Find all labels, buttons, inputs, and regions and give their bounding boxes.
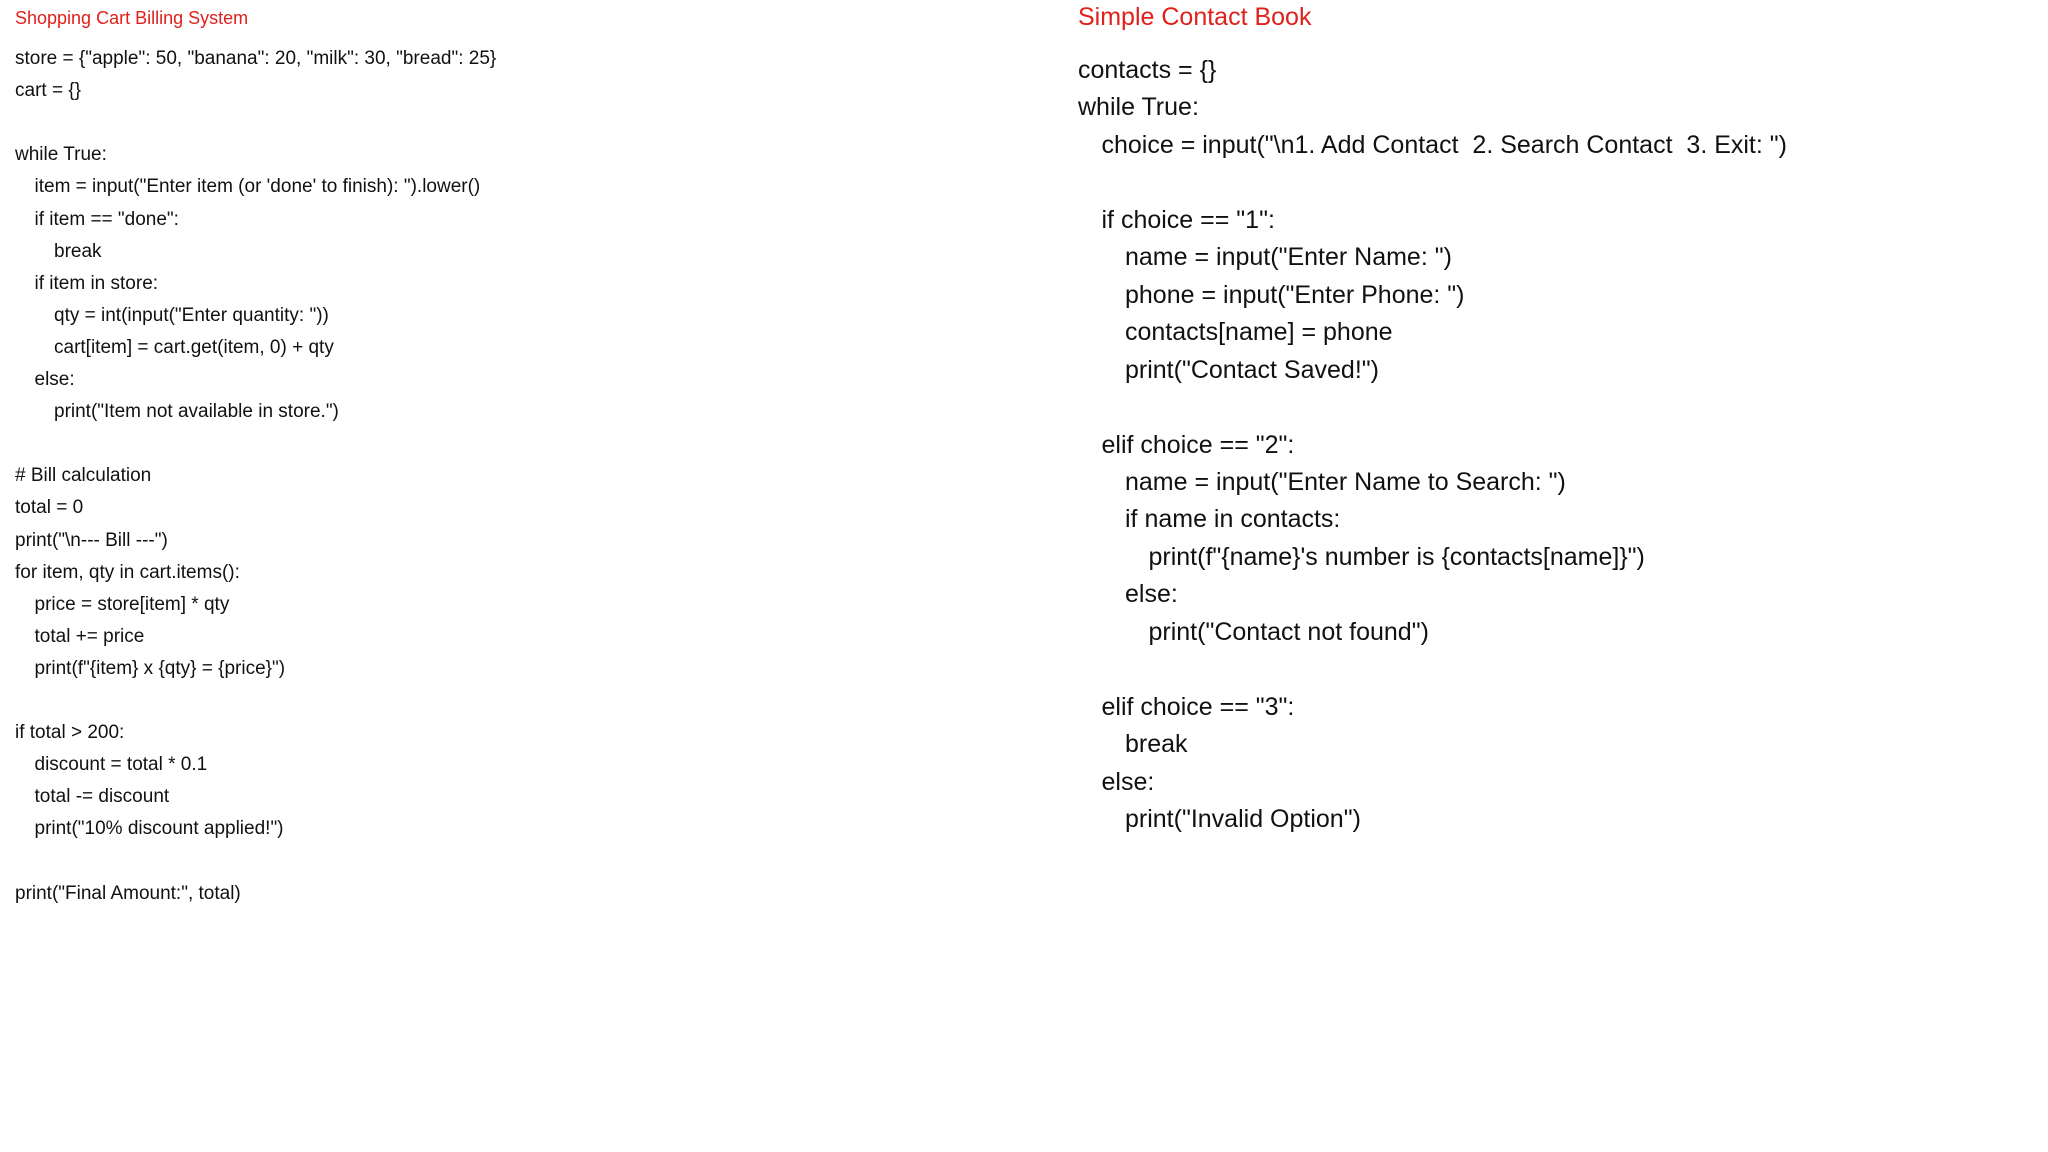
code-line: elif choice == "3": xyxy=(1101,692,1295,721)
code-line: total -= discount xyxy=(34,786,170,808)
code-line: elif choice == "2": xyxy=(1101,430,1295,459)
code-line: price = store[item] * qty xyxy=(34,593,230,615)
code-line: if choice == "1": xyxy=(1101,205,1275,234)
code-line: if name in contacts: xyxy=(1125,505,1341,534)
code-line: phone = input("Enter Phone: ") xyxy=(1125,280,1465,309)
code-line: print("Item not available in store.") xyxy=(54,401,339,423)
code-line: while True: xyxy=(1078,93,1199,122)
code-line: contacts[name] = phone xyxy=(1125,318,1393,347)
code-line: print(f"{item} x {qty} = {price}") xyxy=(34,657,286,679)
code-line: print("Contact Saved!") xyxy=(1125,355,1379,384)
code-line: else: xyxy=(1125,580,1178,609)
panel-title-contact-book: Simple Contact Book xyxy=(1078,3,1312,31)
code-line: else: xyxy=(34,369,75,390)
code-line: # Bill calculation xyxy=(15,465,152,487)
code-line: if item == "done": xyxy=(34,208,179,230)
code-line: print("Final Amount:", total) xyxy=(15,882,241,904)
code-line: contacts = {} xyxy=(1078,56,1217,84)
code-line: choice = input("\n1. Add Contact 2. Search Contact 3. Exit: ") xyxy=(1101,130,1787,159)
code-line: if item in store: xyxy=(34,272,159,294)
code-line: name = input("Enter Name: ") xyxy=(1125,243,1452,272)
code-line: cart = {} xyxy=(15,80,82,102)
code-line: total += price xyxy=(34,625,145,647)
code-line: total = 0 xyxy=(15,497,84,519)
code-line: else: xyxy=(1101,767,1155,796)
code-line: print("Contact not found") xyxy=(1148,617,1429,646)
code-line: print(f"{name}'s number is {contacts[name]}") xyxy=(1148,542,1645,571)
code-line: break xyxy=(1125,730,1188,759)
code-line: cart[item] = cart.get(item, 0) + qty xyxy=(54,336,334,358)
code-line: print("10% discount applied!") xyxy=(34,818,284,840)
code-line: print("Invalid Option") xyxy=(1125,805,1361,833)
code-line: qty = int(input("Enter quantity: ")) xyxy=(54,304,329,326)
code-line: name = input("Enter Name to Search: ") xyxy=(1125,467,1566,496)
code-line: print("\n--- Bill ---") xyxy=(15,529,168,551)
code-line: item = input("Enter item (or 'done' to finish): ").lower() xyxy=(34,176,481,198)
code-line: store = {"apple": 50, "banana": 20, "milk": 30, "bread": 25} xyxy=(15,48,497,69)
panel-title-shopping-cart: Shopping Cart Billing System xyxy=(15,8,249,28)
code-line: while True: xyxy=(15,144,107,166)
code-line: break xyxy=(54,240,102,262)
code-line: for item, qty in cart.items(): xyxy=(15,561,240,583)
code-line: if total > 200: xyxy=(15,722,125,744)
code-line: discount = total * 0.1 xyxy=(34,754,208,776)
